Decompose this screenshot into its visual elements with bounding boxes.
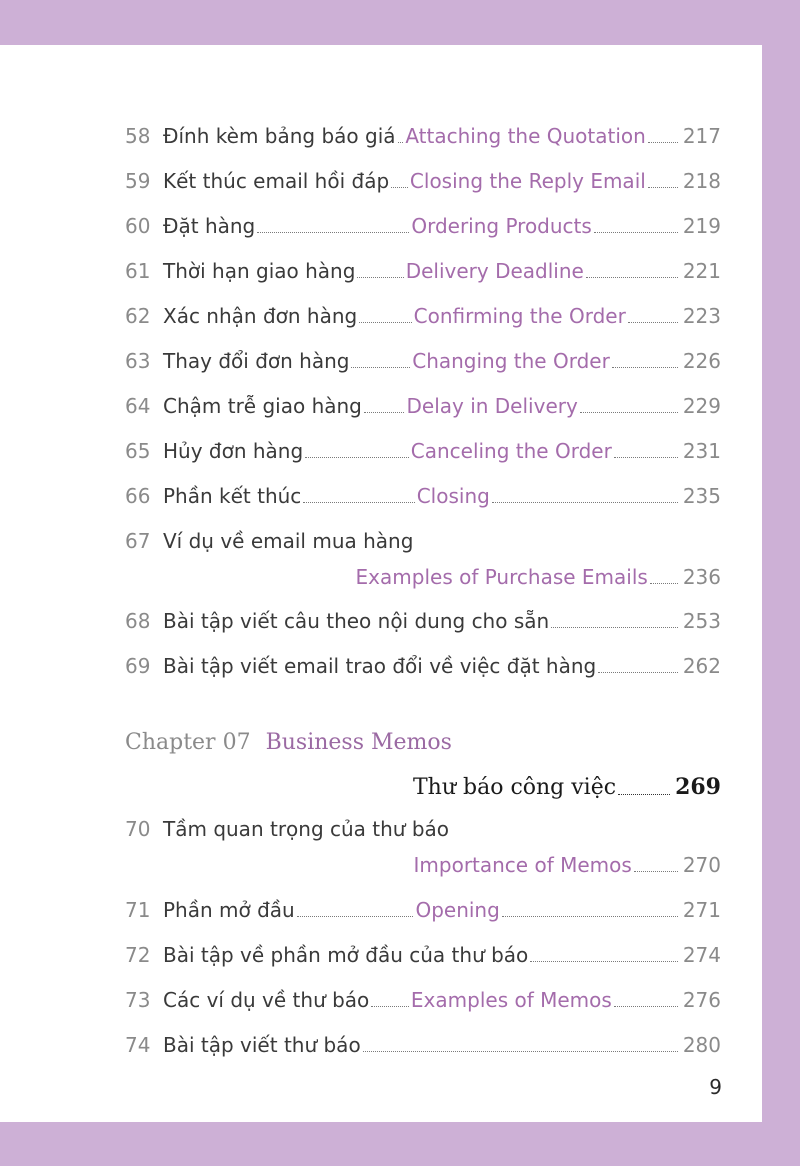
entry-en-title: Examples of Purchase Emails <box>355 565 648 589</box>
toc-entry <box>125 478 721 508</box>
leader-dots <box>618 792 670 795</box>
leader-dots <box>634 869 678 872</box>
entry-number: 61 <box>125 259 151 283</box>
leader-dots <box>598 670 678 673</box>
toc-entry <box>125 433 721 463</box>
toc-entry <box>125 163 721 193</box>
entry-number: 67 <box>125 529 151 553</box>
entry-en-title: Examples of Memos <box>410 988 612 1012</box>
entry-number: 74 <box>125 1033 151 1057</box>
toc-entry <box>125 648 721 678</box>
page-number: 9 <box>709 1075 722 1099</box>
leader-dots <box>650 581 678 584</box>
toc-entry-continuation <box>125 847 721 877</box>
entry-page: 218 <box>682 169 721 193</box>
book-page <box>0 45 762 1122</box>
entry-vn-title: Các ví dụ về thư báo <box>163 988 370 1012</box>
leader-dots <box>305 455 409 458</box>
leader-dots <box>303 500 414 503</box>
entry-vn-title: Phần kết thúc <box>163 484 302 508</box>
entry-vn-title: Ví dụ về email mua hàng <box>163 529 414 553</box>
entry-number: 73 <box>125 988 151 1012</box>
entry-en-title: Importance of Memos <box>413 853 632 877</box>
entry-vn-title: Đặt hàng <box>163 214 256 238</box>
entry-number: 68 <box>125 609 151 633</box>
entry-number: 71 <box>125 898 151 922</box>
entry-number: 59 <box>125 169 151 193</box>
entry-vn-title: Bài tập viết email trao đổi về việc đặt hàng <box>163 654 597 678</box>
leader-dots <box>398 140 404 143</box>
toc-entry <box>125 388 721 418</box>
leader-dots <box>357 275 403 278</box>
entry-en-title: Delay in Delivery <box>406 394 578 418</box>
leader-dots <box>614 1004 678 1007</box>
entry-vn-title: Đính kèm bảng báo giá <box>163 124 396 148</box>
entry-en-title: Delivery Deadline <box>405 259 584 283</box>
entry-number: 72 <box>125 943 151 967</box>
toc-entry <box>125 982 721 1012</box>
entry-page: 219 <box>682 214 721 238</box>
entry-number: 64 <box>125 394 151 418</box>
leader-dots <box>586 275 678 278</box>
toc-entry <box>125 118 721 148</box>
leader-dots <box>363 1049 678 1052</box>
toc-entry <box>125 937 721 967</box>
toc-entry-continuation <box>125 559 721 589</box>
entry-page: 253 <box>682 609 721 633</box>
leader-dots <box>628 320 678 323</box>
toc-entry <box>125 523 721 553</box>
leader-dots <box>614 455 678 458</box>
entry-page: 274 <box>682 943 721 967</box>
entry-vn-title: Bài tập viết thư báo <box>163 1033 361 1057</box>
entry-vn-title: Bài tập viết câu theo nội dung cho sẵn <box>163 609 550 633</box>
entry-page: 221 <box>682 259 721 283</box>
entry-page: 229 <box>682 394 721 418</box>
entry-page: 276 <box>682 988 721 1012</box>
entry-vn-title: Kết thúc email hồi đáp <box>163 169 390 193</box>
leader-dots <box>364 410 405 413</box>
leader-dots <box>551 625 678 628</box>
entry-vn-title: Chậm trễ giao hàng <box>163 394 362 418</box>
entry-number: 60 <box>125 214 151 238</box>
entry-page: 262 <box>682 654 721 678</box>
entry-number: 58 <box>125 124 151 148</box>
leader-dots <box>492 500 678 503</box>
leader-dots <box>594 230 678 233</box>
entry-page: 235 <box>682 484 721 508</box>
chapter-page: 269 <box>675 774 721 800</box>
entry-en-title: Opening <box>415 898 500 922</box>
entry-en-title: Closing the Reply Email <box>409 169 646 193</box>
toc-entry <box>125 253 721 283</box>
entry-number: 63 <box>125 349 151 373</box>
entry-vn-title: Thời hạn giao hàng <box>163 259 356 283</box>
toc-entry <box>125 811 721 841</box>
entry-number: 66 <box>125 484 151 508</box>
entry-vn-title: Tầm quan trọng của thư báo <box>163 817 450 841</box>
chapter-heading <box>125 730 452 762</box>
leader-dots <box>351 365 410 368</box>
entry-page: 280 <box>682 1033 721 1057</box>
chapter-label: Chapter 07 <box>125 730 251 755</box>
entry-en-title: Attaching the Quotation <box>405 124 646 148</box>
entry-vn-title: Hủy đơn hàng <box>163 439 304 463</box>
toc-entry <box>125 343 721 373</box>
toc-entry <box>125 1027 721 1057</box>
toc-entry <box>125 298 721 328</box>
entry-page: 231 <box>682 439 721 463</box>
entry-page: 271 <box>682 898 721 922</box>
leader-dots <box>297 914 414 917</box>
entry-en-title: Closing <box>416 484 490 508</box>
entry-en-title: Canceling the Order <box>410 439 612 463</box>
entry-number: 65 <box>125 439 151 463</box>
chapter-subheading <box>413 768 721 800</box>
entry-number: 62 <box>125 304 151 328</box>
leader-dots <box>530 959 678 962</box>
entry-page: 226 <box>682 349 721 373</box>
leader-dots <box>359 320 411 323</box>
entry-vn-title: Bài tập về phần mở đầu của thư báo <box>163 943 529 967</box>
entry-vn-title: Thay đổi đơn hàng <box>163 349 350 373</box>
leader-dots <box>648 140 678 143</box>
leader-dots <box>612 365 678 368</box>
toc-entry <box>125 603 721 633</box>
entry-vn-title: Phần mở đầu <box>163 898 295 922</box>
entry-vn-title: Xác nhận đơn hàng <box>163 304 358 328</box>
chapter-vn-title: Thư báo công việc <box>413 775 617 800</box>
entry-number: 70 <box>125 817 151 841</box>
toc-entry <box>125 892 721 922</box>
leader-dots <box>391 185 408 188</box>
entry-number: 69 <box>125 654 151 678</box>
leader-dots <box>371 1004 409 1007</box>
entry-page: 223 <box>682 304 721 328</box>
leader-dots <box>502 914 678 917</box>
chapter-title: Business Memos <box>265 730 452 755</box>
entry-page: 236 <box>682 565 721 589</box>
entry-en-title: Confirming the Order <box>413 304 626 328</box>
entry-en-title: Ordering Products <box>411 214 592 238</box>
toc-entry <box>125 208 721 238</box>
entry-page: 217 <box>682 124 721 148</box>
entry-page: 270 <box>682 853 721 877</box>
leader-dots <box>648 185 678 188</box>
leader-dots <box>580 410 678 413</box>
entry-en-title: Changing the Order <box>412 349 610 373</box>
leader-dots <box>257 230 409 233</box>
